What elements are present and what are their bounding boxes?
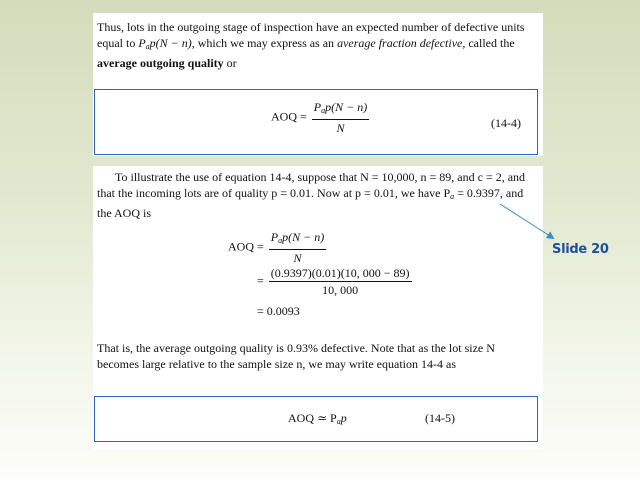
equation-number-14-4: (14-4): [491, 116, 521, 130]
conclusion-line-2: becomes large relative to the sample size n, we may write equation 14-4 as: [97, 357, 456, 371]
calc-numerator-2: (0.9397)(0.01)(10, 000 − 89): [270, 266, 410, 280]
eq-num-rest: p(N − n): [325, 100, 368, 114]
calc-step-1: [228, 230, 328, 265]
example-line-1-text: To illustrate the use of equation 14-4, suppose that N = 10,000, n = 89, and c = 2, and: [115, 170, 526, 184]
calc-num1-rest: p(N − n): [282, 230, 325, 244]
equation-14-4: [271, 100, 371, 135]
equation-14-5: [288, 411, 347, 426]
calc-fraction-1: [269, 230, 326, 265]
example-line-2-post: = 0.9397, and: [454, 186, 524, 200]
eq2-rest: p: [340, 411, 347, 425]
calc-den1-n: N: [293, 251, 302, 265]
calc-lhs: AOQ =: [228, 239, 264, 254]
eq-den-n: N: [336, 121, 345, 135]
equation-14-5-box: [94, 396, 538, 442]
calc-denominator-2: 10, 000: [322, 283, 359, 297]
intro-line-1: Thus, lots in the outgoing stage of inspection have an expected number of defective units: [97, 20, 525, 34]
calc-denominator-1: [293, 250, 301, 265]
intro-line-3: [97, 55, 542, 71]
intro-line-2-mid: , which we may express as an: [191, 36, 338, 50]
conclusion-paragraph: [97, 340, 542, 372]
example-line-3: the AOQ is: [97, 206, 151, 220]
eq-numerator: [312, 100, 369, 120]
calc-eq2: =: [257, 273, 264, 288]
pa-expression: p(N − n): [149, 36, 192, 50]
intro-line-2-post: , called the: [462, 36, 515, 50]
example-pa-subscript: a: [450, 192, 455, 201]
example-paragraph: [97, 169, 542, 221]
intro-line-2-pre: equal to: [97, 36, 139, 50]
eq-num-sub: a: [321, 106, 326, 115]
eq2-subscript: a: [336, 417, 341, 426]
calc-numerator-1: [269, 230, 326, 250]
slide-label: Slide 20: [552, 242, 609, 257]
eq-denominator: [336, 120, 344, 135]
pa-symbol: P: [138, 36, 146, 50]
eq-num-p: P: [313, 100, 322, 114]
pa-subscript: a: [145, 42, 150, 51]
bottom-text-panel: [93, 166, 543, 450]
aoq-term: average outgoing quality: [97, 56, 224, 70]
calc-fraction-2: [269, 266, 412, 297]
intro-line-3-post: or: [223, 56, 237, 70]
example-line-2: [97, 185, 542, 205]
calc-step-2: [257, 266, 414, 297]
eq-lhs: AOQ =: [271, 109, 307, 124]
intro-paragraph: [97, 19, 542, 71]
example-line-2-text: that the incoming lots are of quality p = 0.01. Now at p = 0.01, we have P: [97, 186, 451, 200]
equation-14-4-box: [94, 89, 538, 155]
intro-line-2: [97, 35, 542, 55]
top-text-panel: [93, 13, 543, 156]
equation-number-14-5: (14-5): [425, 411, 455, 425]
example-line-1: [97, 169, 542, 185]
calc-step-3: = 0.0093: [257, 304, 300, 318]
calc-num1-p: P: [270, 230, 279, 244]
eq2-lhs: AOQ ≃ P: [288, 411, 337, 425]
conclusion-line-1: That is, the average outgoing quality is 0.93% defective. Note that as the lot size N: [97, 341, 495, 355]
eq-fraction: [312, 100, 369, 135]
calc-num1-sub: a: [278, 236, 283, 245]
average-fraction-defective-term: average fraction defective: [337, 36, 463, 50]
